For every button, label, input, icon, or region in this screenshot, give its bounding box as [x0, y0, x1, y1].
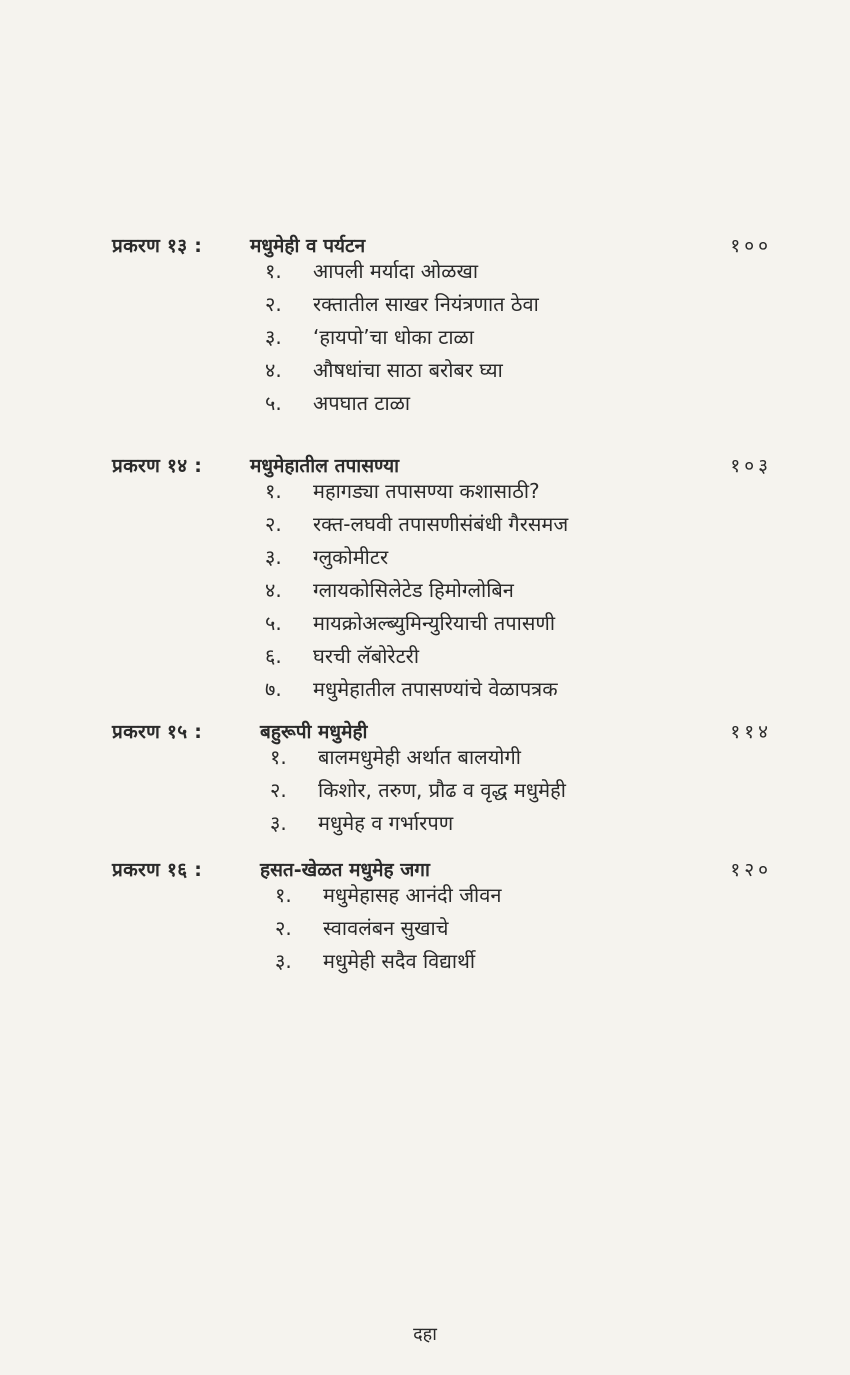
list-item	[265, 507, 568, 540]
item-number: २.	[265, 292, 282, 316]
list-item	[265, 353, 539, 386]
item-text: मधुमेह व गर्भारपण	[318, 811, 454, 835]
item-number: ३.	[270, 811, 287, 835]
item-number: ४.	[265, 578, 282, 602]
item-number: २.	[265, 512, 282, 536]
item-number: १.	[275, 883, 292, 907]
item-text: मायक्रोअल्ब्युमिन्युरियाची तपासणी	[313, 611, 555, 635]
item-text: घरची लॅबोरेटरी	[313, 644, 420, 668]
item-text: आपली मर्यादा ओळखा	[313, 259, 478, 283]
list-item	[265, 474, 568, 507]
item-text: मधुमेहासह आनंदी जीवन	[323, 883, 502, 907]
chapter-title: बहुरूपी मधुमेही	[260, 721, 368, 743]
item-number: ३.	[275, 949, 292, 973]
list-item	[265, 672, 568, 705]
item-text: औषधांचा साठा बरोबर घ्या	[313, 358, 503, 382]
list-item	[265, 320, 539, 353]
list-item	[270, 773, 566, 806]
chapter-page-number: ११४	[730, 721, 772, 743]
item-number: ६.	[265, 644, 282, 668]
item-number: १.	[270, 745, 287, 769]
item-number: ३.	[265, 325, 282, 349]
list-item	[275, 878, 501, 911]
item-number: १.	[265, 259, 282, 283]
item-text: महागड्या तपासण्या कशासाठी?	[313, 479, 540, 503]
chapter-page-number: १२०	[730, 859, 772, 881]
list-item	[265, 639, 568, 672]
chapter-label: प्रकरण १५ :	[112, 721, 203, 743]
list-item	[270, 806, 566, 839]
list-item	[265, 573, 568, 606]
chapter-label: प्रकरण १६ :	[112, 859, 203, 881]
chapter-items	[265, 254, 539, 419]
item-number: ४.	[265, 358, 282, 382]
item-text: मधुमेहातील तपासण्यांचे वेळापत्रक	[313, 677, 558, 701]
list-item	[265, 540, 568, 573]
list-item	[265, 606, 568, 639]
chapter-items	[270, 740, 566, 839]
item-text: अपघात टाळा	[313, 391, 411, 415]
chapter-title: मधुमेहातील तपासण्या	[250, 455, 400, 477]
list-item	[275, 944, 501, 977]
item-text: ग्लुकोमीटर	[313, 545, 389, 569]
list-item	[265, 254, 539, 287]
item-text: रक्तातील साखर नियंत्रणात ठेवा	[313, 292, 539, 316]
item-text: मधुमेही सदैव विद्यार्थी	[323, 949, 476, 973]
page-footer-number: दहा	[413, 1324, 437, 1345]
chapter-items	[265, 474, 568, 705]
item-number: १.	[265, 479, 282, 503]
item-number: ५.	[265, 391, 282, 415]
item-number: २.	[275, 916, 292, 940]
item-text: ग्लायकोसिलेटेड हिमोग्लोबिन	[313, 578, 514, 602]
item-number: ३.	[265, 545, 282, 569]
list-item	[265, 287, 539, 320]
item-text: ‘हायपो’चा धोका टाळा	[313, 325, 474, 349]
item-number: ७.	[265, 677, 282, 701]
chapter-items	[275, 878, 501, 977]
list-item	[270, 740, 566, 773]
item-text: बालमधुमेही अर्थात बालयोगी	[318, 745, 521, 769]
item-text: किशोर, तरुण, प्रौढ व वृद्ध मधुमेही	[318, 778, 566, 802]
chapter-label: प्रकरण १४ :	[112, 455, 203, 477]
item-number: ५.	[265, 611, 282, 635]
item-text: स्वावलंबन सुखाचे	[323, 916, 449, 940]
chapter-title: हसत-खेळत मधुमेह जगा	[260, 859, 430, 881]
chapter-page-number: १००	[730, 235, 772, 257]
chapter-label: प्रकरण १३ :	[112, 235, 203, 257]
item-number: २.	[270, 778, 287, 802]
item-text: रक्त-लघवी तपासणीसंबंधी गैरसमज	[313, 512, 569, 536]
chapter-page-number: १०३	[730, 455, 772, 477]
list-item	[275, 911, 501, 944]
list-item	[265, 386, 539, 419]
chapter-title: मधुमेही व पर्यटन	[250, 235, 366, 257]
